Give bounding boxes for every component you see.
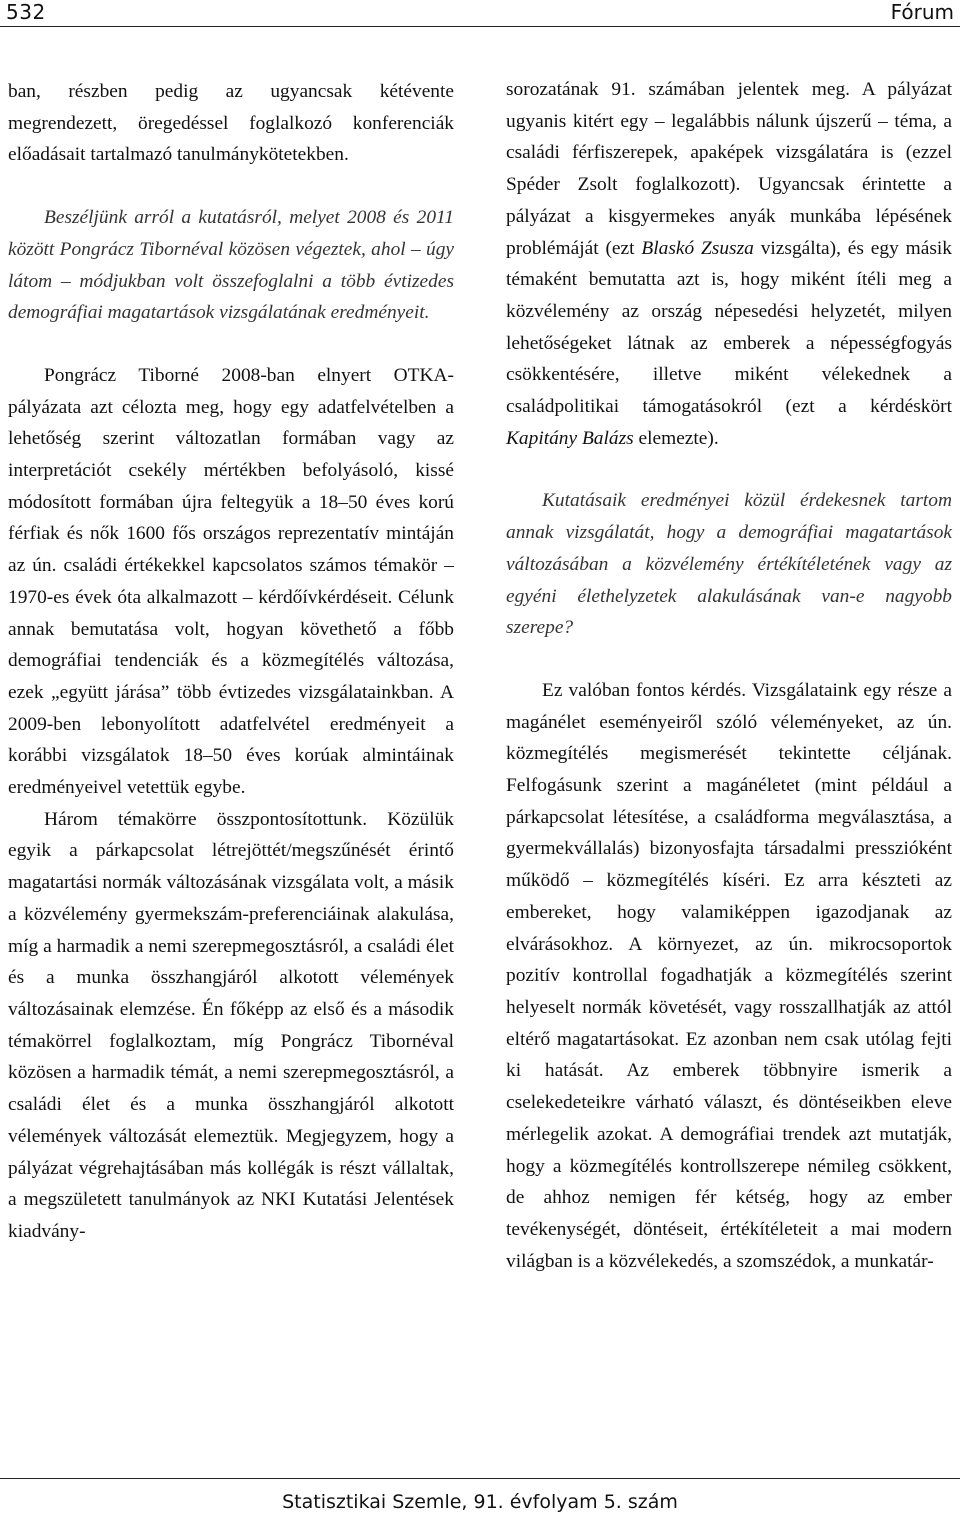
page-header [0, 0, 960, 27]
answer-paragraph: Pongrácz Tiborné 2008-ban elnyert OTKA-pályázata azt célozta meg, hogy egy adatfelvételben a lehetőség szerint változatlan formában vagy az interpretációt csekély mértékben befolyásoló, kissé módosított formában újra feltegyük a 18–50 éves korú férfiak és nők 1600 fős országos reprezentatív mintáján az ún. családi értékekkel kapcsolatos számos témakör – 1970-es évek óta alkalmazott – kérdőívkérdéseit. Célunk annak bemutatása volt, hogyan követhető a főbb demográfiai tendenciák és a közmegítélés változása, ezek „együtt járása” több évtizedes vizsgálatainkban. A 2009-ben lebonyolított adatfelvétel eredményeit a korábbi vizsgálatok 18–50 éves korúak almintáinak eredményeivel vetettük egybe. [8, 364, 454, 799]
paragraph-continuation: ban, részben pedig az ugyancsak kétévente megrendezett, öregedéssel foglalkozó konferenciák előadásait tartalmazó tanulmánykötetekben. [8, 81, 454, 166]
left-column [8, 76, 454, 1248]
interview-question: Kutatásaik eredményei közül érdekesnek tartom annak vizsgálatát, hogy a demográfiai magatartások változásában a közvélemény értékítéletének vagy az egyéni élethelyzetek alakulásának van-e nagyobb szerepe? [506, 490, 952, 639]
page-footer [0, 1478, 960, 1522]
person-name: Blaskó Zsusza [641, 237, 754, 259]
journal-title: Statisztikai Szemle, 91. évfolyam 5. szám [282, 1491, 678, 1513]
journal-section: Fórum [890, 0, 954, 24]
paragraph-continuation: sorozatának 91. számában jelentek meg. A pályázat ugyanis kitért egy – legalábbis nálunk újszerű – téma, a családi férfiszerepek, apaképek vizsgálatára is (ezzel Spéder Zsolt foglalkozott). Ugyancsak érintette a pályázat a kisgyermekes anyák munkába lépésének problémáját (ezt Blaskó Zsusza vizsgálta), és egy másik témaként bemutatta azt is, hogy miként ítéli meg a közvélemény az ország népesedési helyzetét, milyen lehetőségeket látnak az emberek a népességfogyás csökkentésére, illetve miként vélekednek a családpolitikai támogatásokról (ezt a kérdéskört Kapitány Balázs elemezte). [506, 79, 952, 449]
interview-question: Beszéljünk arról a kutatásról, melyet 2008 és 2011 között Pongrácz Tibornéval közösen végeztek, ahol – úgy látom – módjukban volt összefoglalni a több évtizedes demográfiai magatartások vizsgálatának eredményeit. [8, 207, 454, 324]
page-number: 532 [6, 0, 46, 24]
person-name: Kapitány Balázs [506, 427, 634, 449]
answer-paragraph: Három témakörre összpontosítottunk. Közülük egyik a párkapcsolat létrejöttét/megszűnését érintő magatartási normák változásának vizsgálata volt, a másik a közvélemény gyermekszám-preferenciáinak alakulása, míg a harmadik a nemi szerepmegosztásról, a családi élet és a munka összhangjáról alkotott vélemények változásainak elemzése. Én főképp az első és a második témakörrel foglalkoztam, míg Pongrácz Tibornéval közösen a harmadik témát, a nemi szerepmegosztásról, a családi élet és a munka összhangjáról alkotott vélemények változását elemeztük. Megjegyzem, hogy a pályázat végrehajtásában más kollégák is részt vállaltak, a megszületett tanulmányok az NKI Kutatási Jelentések kiadvány- [8, 808, 454, 1242]
answer-paragraph: Ez valóban fontos kérdés. Vizsgálataink egy része a magánélet eseményeiről szóló véleményeket, az ún. közmegítélés megismerését tekintette céljának. Felfogásunk szerint a magánéletet (mint például a párkapcsolat létesítése, a családforma megválasztása, a gyermekvállalás) bizonyosfajta társadalmi presszióként működő – közmegítélés kíséri. Ez arra készteti az embereket, hogy valamiképpen igazodjanak az elvárásokhoz. A környezet, az ún. mikrocsoportok pozitív kontrollal fogadhatják a közmegítélés szerint helyeselt normák követését, vagy rosszallhatják az attól eltérő magatartásokat. Ez azonban nem csak utólag fejti ki hatását. Az emberek többnyire ismerik a cselekedeteikre várható választ, és döntéseikben eleve mérlegelik azokat. A demográfiai trendek azt mutatják, hogy a közmegítélés kontrollszerepe némileg csökkent, de ahhoz nemigen fér kétség, hogy az ember tevékenységét, döntéseit, értékítéleteit a mai modern világban is a közvélekedés, a szomszédok, a munkatár- [506, 679, 952, 1272]
right-column [506, 74, 952, 1277]
